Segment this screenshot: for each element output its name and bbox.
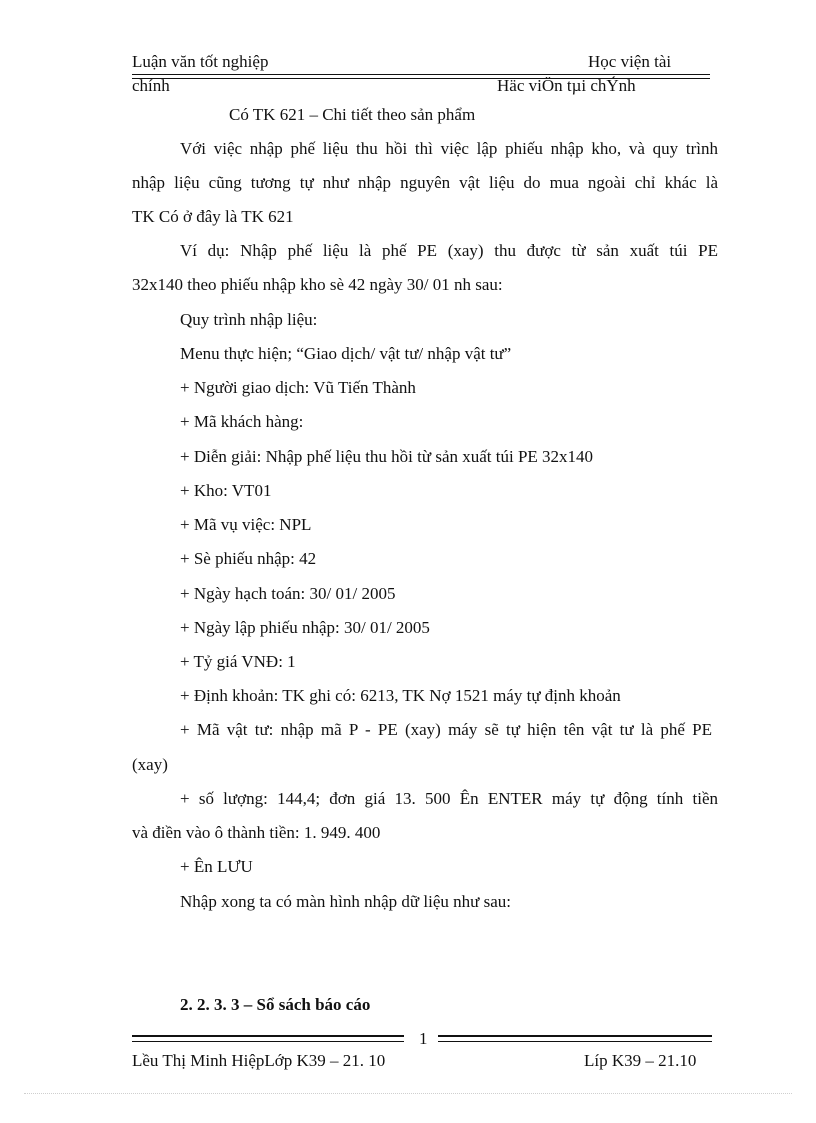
list-item: + Ngày hạch toán: 30/ 01/ 2005 [180, 584, 396, 603]
list-item-quantity-line-2: và điền vào ô thành tiền: 1. 949. 400 [132, 823, 381, 842]
menu-path: Menu thực hiện; “Giao dịch/ vật tư/ nhập vật tư” [180, 344, 512, 363]
header-rule-top [132, 74, 710, 75]
list-item-save: + Ên LƯU [180, 857, 253, 876]
list-item: + Ngày lập phiếu nhập: 30/ 01/ 2005 [180, 618, 430, 637]
paragraph-1-line-3: TK Có ở đây là TK 621 [132, 207, 294, 226]
list-item: + Mã khách hàng: [180, 412, 304, 431]
list-item: + Định khoản: TK ghi có: 6213, TK Nợ 1521 máy tự định khoản [180, 686, 621, 705]
list-item: + Tỷ giá VNĐ: 1 [180, 652, 296, 671]
page-edge-dotted-line [24, 1093, 792, 1094]
closing-sentence: Nhập xong ta có màn hình nhập dữ liệu như sau: [180, 892, 511, 911]
footer-class: Líp K39 – 21.10 [584, 1051, 697, 1070]
page-number: 1 [419, 1029, 428, 1048]
list-item: + Kho: VT01 [180, 481, 272, 500]
list-item: + Mã vụ việc: NPL [180, 515, 312, 534]
footer-author: Lều Thị Minh HiệpLớp K39 – 21. 10 [132, 1051, 386, 1070]
list-item-material-line-2: (xay) [132, 755, 168, 774]
process-heading: Quy trình nhập liệu: [180, 310, 318, 329]
list-item-material-line-1: + Mã vật tư: nhập mã P - PE (xay) máy sẽ tự hiện tên vật tư là phế PE [180, 720, 712, 739]
list-item: + Sè phiếu nhập: 42 [180, 549, 317, 568]
paragraph-2-line-1: Ví dụ: Nhập phế liệu là phế PE (xay) thu được từ sản xuất túi PE [180, 241, 718, 260]
section-heading: 2. 2. 3. 3 – Sổ sách báo cáo [180, 995, 371, 1014]
footer-rule-left-bottom [132, 1041, 404, 1042]
footer-rule-right-bottom [438, 1041, 712, 1042]
header-garbled-institution: Häc viÖn tµi chÝnh [497, 76, 636, 95]
list-item: + Người giao dịch: Vũ Tiến Thành [180, 378, 416, 397]
header-institution: Học viện tài [588, 52, 672, 71]
footer-rule-right-top [438, 1035, 712, 1037]
paragraph-1-line-2: nhập liệu cũng tương tự như nhập nguyên vật liệu do mua ngoài chỉ khác là [132, 173, 718, 192]
footer-rule-left-top [132, 1035, 404, 1037]
paragraph-1-line-1: Với việc nhập phế liệu thu hồi thì việc lập phiếu nhập kho, và quy trình [180, 139, 718, 158]
paragraph-2-line-2: 32x140 theo phiếu nhập kho sè 42 ngày 30/ 01 nh sau: [132, 275, 503, 294]
list-item: + Diễn giải: Nhập phế liệu thu hồi từ sản xuất túi PE 32x140 [180, 447, 594, 466]
list-item-quantity-line-1: + số lượng: 144,4; đơn giá 13. 500 Ên ENTER máy tự động tính tiền [180, 789, 718, 808]
body-line-account: Có TK 621 – Chi tiết theo sản phẩm [229, 105, 476, 124]
header-institution-continuation: chính [132, 76, 170, 95]
header-thesis-title: Luận văn tốt nghiệp [132, 52, 269, 71]
